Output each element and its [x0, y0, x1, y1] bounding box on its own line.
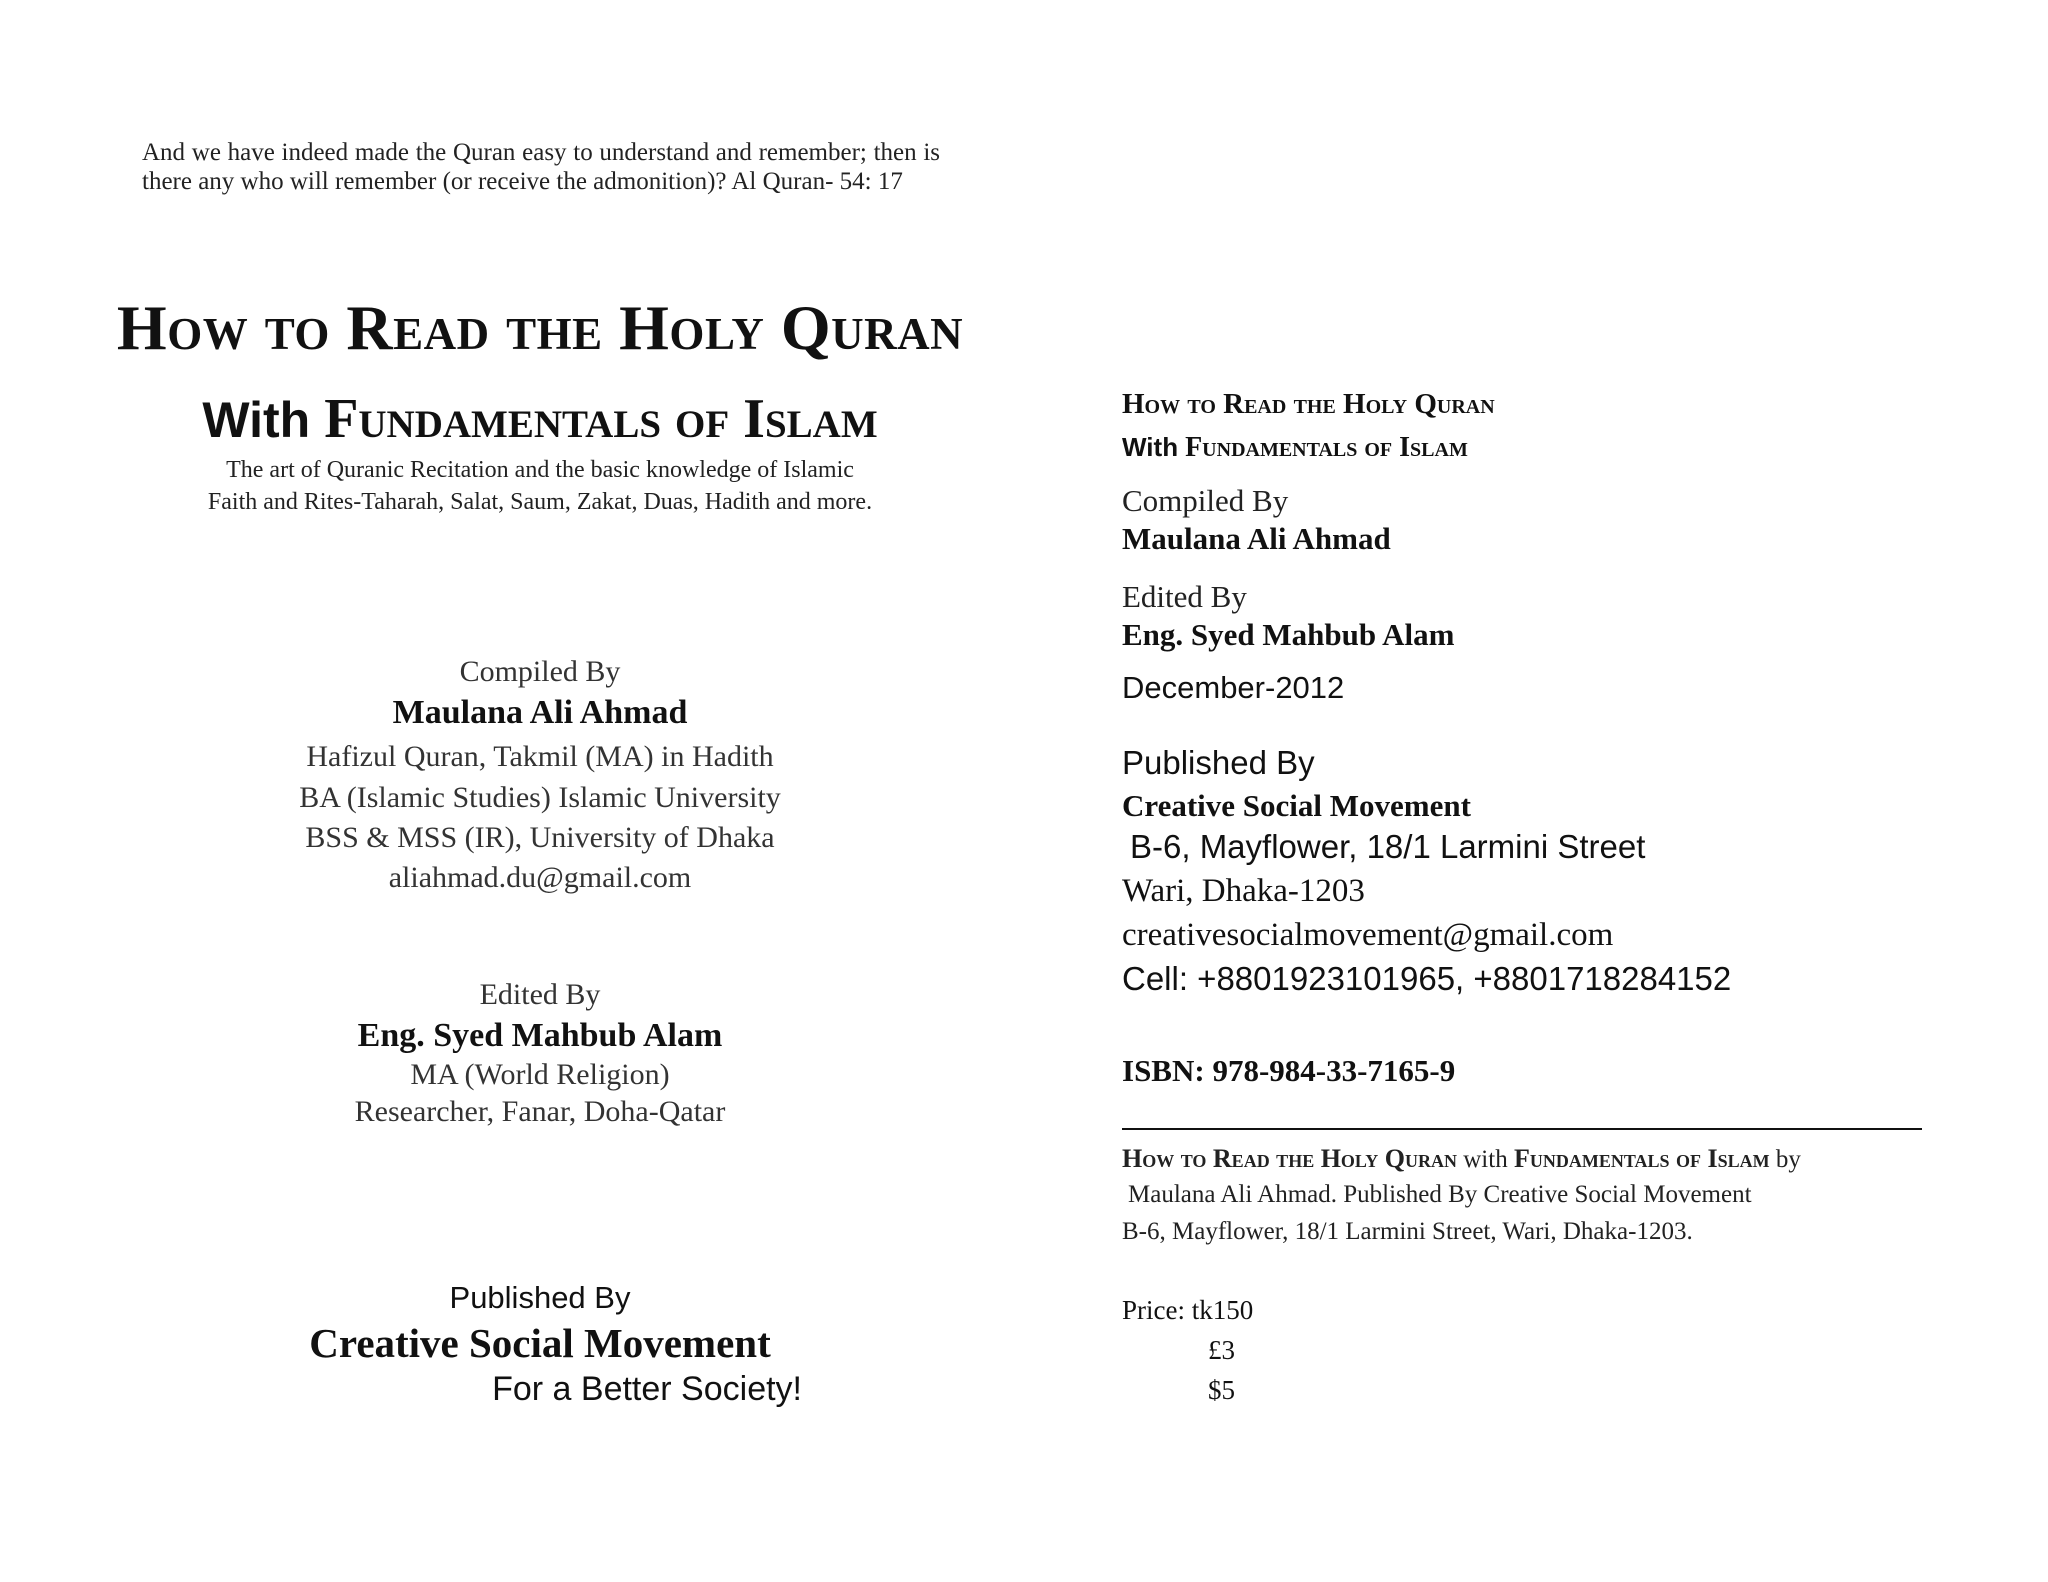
publisher-cell: Cell: +8801923101965, +8801718284152: [1122, 960, 1732, 997]
right-book-title-line2: [1122, 428, 1468, 467]
footer-citation-line3: B-6, Mayflower, 18/1 Larmini Street, Wari, Dhaka-1203.: [1122, 1218, 1693, 1245]
compiler-detail: BSS & MSS (IR), University of Dhaka: [305, 821, 775, 854]
right-book-title: How to Read the Holy Quran: [1122, 388, 1495, 420]
right-title-fundamentals: Fundamentals of Islam: [1185, 432, 1468, 463]
publisher-name: Creative Social Movement: [309, 1320, 771, 1366]
book-title: How to Read the Holy Quran: [116, 292, 964, 363]
price-label: Price: tk150: [1122, 1295, 1254, 1325]
quran-epigraph: And we have indeed made the Quran easy to understand and remember; then is there any who will remember (or receive the admonition)? Al Quran- 54: 17: [142, 139, 940, 195]
compiler-name: Maulana Ali Ahmad: [392, 694, 688, 731]
right-edited-label: Edited By: [1122, 579, 1247, 614]
price-usd: $5: [1208, 1375, 1235, 1405]
compiler-detail: BA (Islamic Studies) Islamic University: [299, 781, 781, 814]
footer-by: by: [1775, 1146, 1801, 1173]
address-line1: B-6, Mayflower, 18/1 Larmini Street: [1130, 828, 1646, 865]
publication-date: December-2012: [1122, 670, 1345, 705]
right-published-label: Published By: [1122, 744, 1315, 781]
compiler-email: aliahmad.du@gmail.com: [388, 861, 692, 894]
price-gbp: £3: [1208, 1335, 1235, 1365]
right-title-with-word: With: [1122, 432, 1179, 462]
editor-detail: MA (World Religion): [410, 1058, 670, 1091]
footer-title: How to Read the Holy Quran: [1122, 1144, 1457, 1173]
divider-rule: [1122, 1128, 1922, 1130]
subtitle-line2: Faith and Rites-Taharah, Salat, Saum, Zakat, Duas, Hadith and more.: [207, 489, 873, 515]
isbn: ISBN: 978-984-33-7165-9: [1122, 1053, 1456, 1088]
title-fundamentals: Fundamentals of Islam: [324, 388, 878, 450]
footer-title2: Fundamentals of Islam: [1513, 1144, 1770, 1173]
editor-detail: Researcher, Fanar, Doha-Qatar: [354, 1095, 726, 1128]
right-publisher-name: Creative Social Movement: [1122, 788, 1471, 823]
right-compiled-label: Compiled By: [1122, 483, 1289, 518]
published-by-label: Published By: [449, 1280, 631, 1315]
compiled-by-label: Compiled By: [459, 655, 621, 688]
right-compiler-name: Maulana Ali Ahmad: [1122, 521, 1391, 556]
subtitle-line1: The art of Quranic Recitation and the basic knowledge of Islamic: [226, 457, 854, 483]
editor-name: Eng. Syed Mahbub Alam: [357, 1017, 723, 1054]
book-title-line2: [100, 386, 980, 453]
footer-citation-line2: Maulana Ali Ahmad. Published By Creative Social Movement: [1128, 1181, 1752, 1208]
right-editor-name: Eng. Syed Mahbub Alam: [1122, 617, 1455, 652]
compiler-detail: Hafizul Quran, Takmil (MA) in Hadith: [306, 740, 774, 773]
footer-with: with: [1463, 1146, 1508, 1173]
publisher-email: creativesocialmovement@gmail.com: [1122, 917, 1614, 953]
title-with-word: With: [202, 392, 311, 448]
address-line2: Wari, Dhaka-1203: [1122, 873, 1365, 909]
footer-citation-line1: [1122, 1142, 1942, 1177]
edited-by-label: Edited By: [479, 978, 601, 1011]
publisher-slogan: For a Better Society!: [492, 1370, 802, 1408]
